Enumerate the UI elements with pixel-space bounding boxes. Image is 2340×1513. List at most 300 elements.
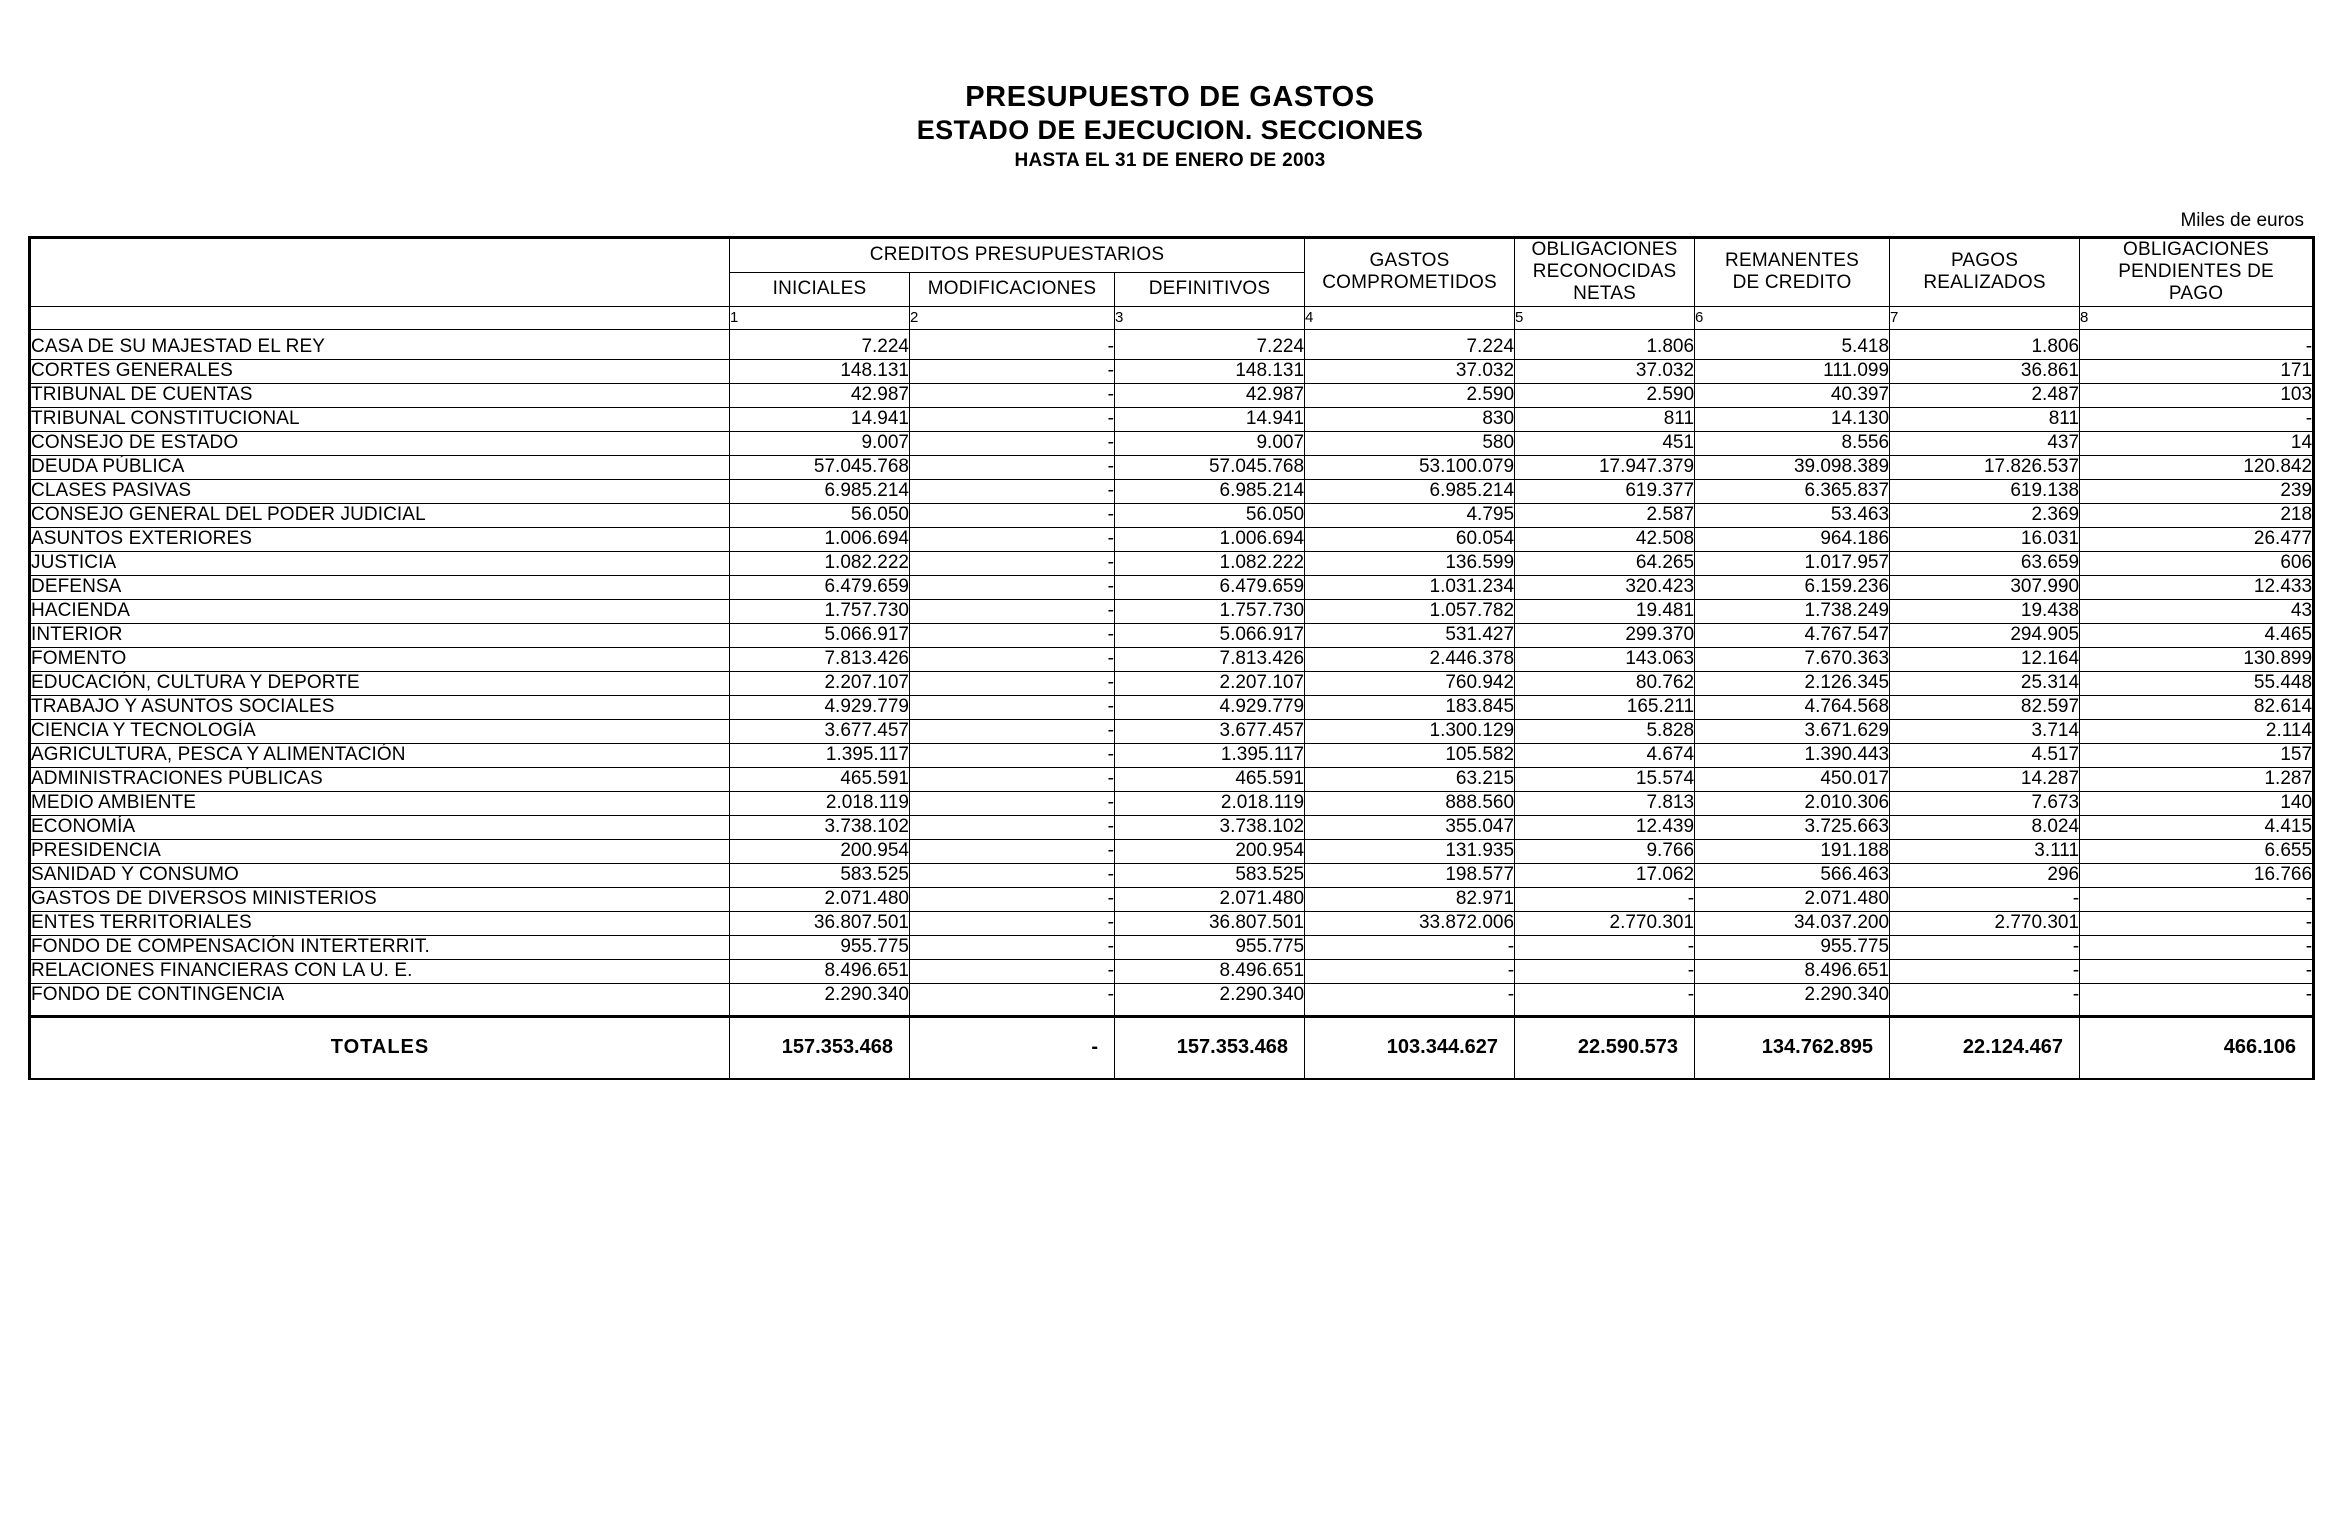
cell-iniciales: 9.007: [730, 431, 910, 455]
table-row: [30, 623, 2314, 647]
cell-iniciales: 200.954: [730, 839, 910, 863]
cell-pagos: 307.990: [1890, 575, 2080, 599]
cell-remanentes: 2.071.480: [1695, 887, 1890, 911]
row-label: TRABAJO Y ASUNTOS SOCIALES: [30, 695, 730, 719]
header-pagos-realizados: [1890, 237, 2080, 306]
totals-iniciales: 157.353.468: [730, 1016, 910, 1079]
header-line: PAGOS: [1950, 249, 2019, 271]
cell-pendientes: 120.842: [2080, 455, 2314, 479]
cell-pendientes: 103: [2080, 383, 2314, 407]
cell-obligaciones: 451: [1515, 431, 1695, 455]
cell-comprometidos: 760.942: [1305, 671, 1515, 695]
cell-definitivos: 57.045.768: [1115, 455, 1305, 479]
row-label: CORTES GENERALES: [30, 359, 730, 383]
colnum-blank: [30, 306, 730, 329]
header-line: NETAS: [1573, 283, 1636, 305]
row-label: RELACIONES FINANCIERAS CON LA U. E.: [30, 959, 730, 983]
cell-modificaciones: -: [910, 743, 1115, 767]
cell-obligaciones: 64.265: [1515, 551, 1695, 575]
cell-pendientes: -: [2080, 959, 2314, 983]
cell-pendientes: 1.287: [2080, 767, 2314, 791]
cell-modificaciones: -: [910, 599, 1115, 623]
cell-remanentes: 4.767.547: [1695, 623, 1890, 647]
table-row: [30, 911, 2314, 935]
header-line: REALIZADOS: [1923, 272, 2046, 294]
colnum-5: 5: [1515, 306, 1695, 329]
cell-comprometidos: 1.300.129: [1305, 719, 1515, 743]
cell-modificaciones: -: [910, 911, 1115, 935]
totals-pagos: 22.124.467: [1890, 1016, 2080, 1079]
table-row: [30, 695, 2314, 719]
cell-modificaciones: -: [910, 503, 1115, 527]
header-line: RECONOCIDAS: [1532, 261, 1677, 283]
page-title: PRESUPUESTO DE GASTOS: [965, 81, 1375, 113]
cell-obligaciones: 15.574: [1515, 767, 1695, 791]
cell-definitivos: 2.207.107: [1115, 671, 1305, 695]
cell-pendientes: 606: [2080, 551, 2314, 575]
cell-pagos: -: [1890, 983, 2080, 1016]
cell-definitivos: 6.479.659: [1115, 575, 1305, 599]
cell-remanentes: 7.670.363: [1695, 647, 1890, 671]
cell-modificaciones: -: [910, 329, 1115, 359]
cell-pendientes: 55.448: [2080, 671, 2314, 695]
totals-row: [30, 1016, 2314, 1079]
cell-pendientes: -: [2080, 887, 2314, 911]
document-header: [28, 0, 2312, 176]
cell-pagos: -: [1890, 959, 2080, 983]
cell-pendientes: -: [2080, 935, 2314, 959]
cell-pagos: 437: [1890, 431, 2080, 455]
cell-obligaciones: 619.377: [1515, 479, 1695, 503]
table-row: [30, 959, 2314, 983]
row-label: CONSEJO DE ESTADO: [30, 431, 730, 455]
row-label: SANIDAD Y CONSUMO: [30, 863, 730, 887]
cell-comprometidos: 60.054: [1305, 527, 1515, 551]
table-row: [30, 863, 2314, 887]
cell-iniciales: 42.987: [730, 383, 910, 407]
cell-comprometidos: 888.560: [1305, 791, 1515, 815]
totals-comprometidos: 103.344.627: [1305, 1016, 1515, 1079]
cell-obligaciones: 19.481: [1515, 599, 1695, 623]
cell-definitivos: 148.131: [1115, 359, 1305, 383]
row-label: DEUDA PÚBLICA: [30, 455, 730, 479]
cell-pagos: 7.673: [1890, 791, 2080, 815]
cell-pagos: 36.861: [1890, 359, 2080, 383]
header-remanentes-de-credito: [1695, 237, 1890, 306]
header-iniciales: INICIALES: [730, 272, 910, 306]
row-label: PRESIDENCIA: [30, 839, 730, 863]
cell-modificaciones: -: [910, 359, 1115, 383]
header-line: OBLIGACIONES: [2123, 238, 2270, 260]
header-group-creditos: CREDITOS PRESUPUESTARIOS: [730, 237, 1305, 272]
cell-pagos: 2.487: [1890, 383, 2080, 407]
cell-iniciales: 7.813.426: [730, 647, 910, 671]
header-line: GASTOS: [1369, 249, 1450, 271]
cell-pendientes: 239: [2080, 479, 2314, 503]
cell-pendientes: 218: [2080, 503, 2314, 527]
cell-pendientes: 14: [2080, 431, 2314, 455]
table-header-row-1: [30, 237, 2314, 272]
cell-definitivos: 2.290.340: [1115, 983, 1305, 1016]
cell-comprometidos: 82.971: [1305, 887, 1515, 911]
header-obligaciones-pendientes-de-pago: [2080, 237, 2314, 306]
cell-comprometidos: 183.845: [1305, 695, 1515, 719]
cell-pagos: 16.031: [1890, 527, 2080, 551]
header-line: DE CREDITO: [1732, 272, 1852, 294]
cell-pendientes: 140: [2080, 791, 2314, 815]
cell-remanentes: 566.463: [1695, 863, 1890, 887]
cell-definitivos: 5.066.917: [1115, 623, 1305, 647]
cell-comprometidos: -: [1305, 959, 1515, 983]
cell-iniciales: 1.395.117: [730, 743, 910, 767]
table-row: [30, 527, 2314, 551]
cell-definitivos: 3.677.457: [1115, 719, 1305, 743]
cell-obligaciones: 17.947.379: [1515, 455, 1695, 479]
cell-modificaciones: -: [910, 839, 1115, 863]
row-label: JUSTICIA: [30, 551, 730, 575]
cell-pendientes: -: [2080, 329, 2314, 359]
cell-pendientes: -: [2080, 911, 2314, 935]
cell-comprometidos: 830: [1305, 407, 1515, 431]
cell-pendientes: 4.415: [2080, 815, 2314, 839]
cell-comprometidos: 198.577: [1305, 863, 1515, 887]
cell-modificaciones: -: [910, 791, 1115, 815]
column-number-row: [30, 306, 2314, 329]
cell-obligaciones: 12.439: [1515, 815, 1695, 839]
cell-definitivos: 200.954: [1115, 839, 1305, 863]
cell-comprometidos: 531.427: [1305, 623, 1515, 647]
cell-obligaciones: 2.587: [1515, 503, 1695, 527]
colnum-3: 3: [1115, 306, 1305, 329]
cell-comprometidos: -: [1305, 983, 1515, 1016]
cell-pendientes: 82.614: [2080, 695, 2314, 719]
cell-definitivos: 6.985.214: [1115, 479, 1305, 503]
totals-obligaciones: 22.590.573: [1515, 1016, 1695, 1079]
cell-definitivos: 8.496.651: [1115, 959, 1305, 983]
cell-remanentes: 4.764.568: [1695, 695, 1890, 719]
row-label: TRIBUNAL DE CUENTAS: [30, 383, 730, 407]
table-row: [30, 431, 2314, 455]
cell-obligaciones: 1.806: [1515, 329, 1695, 359]
cell-pagos: 8.024: [1890, 815, 2080, 839]
cell-remanentes: 14.130: [1695, 407, 1890, 431]
cell-remanentes: 6.159.236: [1695, 575, 1890, 599]
header-line: PENDIENTES DE: [2118, 261, 2274, 283]
colnum-4: 4: [1305, 306, 1515, 329]
cell-modificaciones: -: [910, 527, 1115, 551]
cell-remanentes: 3.725.663: [1695, 815, 1890, 839]
cell-comprometidos: 580: [1305, 431, 1515, 455]
cell-pagos: 82.597: [1890, 695, 2080, 719]
cell-pendientes: -: [2080, 983, 2314, 1016]
cell-remanentes: 6.365.837: [1695, 479, 1890, 503]
cell-pendientes: 2.114: [2080, 719, 2314, 743]
cell-remanentes: 8.496.651: [1695, 959, 1890, 983]
cell-obligaciones: 4.674: [1515, 743, 1695, 767]
cell-comprometidos: 37.032: [1305, 359, 1515, 383]
cell-iniciales: 56.050: [730, 503, 910, 527]
table-row: [30, 359, 2314, 383]
cell-obligaciones: 42.508: [1515, 527, 1695, 551]
table-row: [30, 743, 2314, 767]
row-label: AGRICULTURA, PESCA Y ALIMENTACIÓN: [30, 743, 730, 767]
cell-remanentes: 53.463: [1695, 503, 1890, 527]
table-row: [30, 839, 2314, 863]
cell-modificaciones: -: [910, 863, 1115, 887]
cell-obligaciones: 9.766: [1515, 839, 1695, 863]
colnum-1: 1: [730, 306, 910, 329]
cell-remanentes: 2.010.306: [1695, 791, 1890, 815]
cell-pendientes: 26.477: [2080, 527, 2314, 551]
cell-iniciales: 5.066.917: [730, 623, 910, 647]
cell-pagos: 14.287: [1890, 767, 2080, 791]
cell-definitivos: 2.018.119: [1115, 791, 1305, 815]
cell-pagos: 1.806: [1890, 329, 2080, 359]
table-row: [30, 983, 2314, 1016]
row-label: TRIBUNAL CONSTITUCIONAL: [30, 407, 730, 431]
totals-remanentes: 134.762.895: [1695, 1016, 1890, 1079]
row-label: FONDO DE COMPENSACIÓN INTERTERRIT.: [30, 935, 730, 959]
cell-obligaciones: 2.590: [1515, 383, 1695, 407]
totals-definitivos: 157.353.468: [1115, 1016, 1305, 1079]
header-definitivos: DEFINITIVOS: [1115, 272, 1305, 306]
cell-pagos: 12.164: [1890, 647, 2080, 671]
cell-iniciales: 1.082.222: [730, 551, 910, 575]
cell-remanentes: 8.556: [1695, 431, 1890, 455]
cell-iniciales: 7.224: [730, 329, 910, 359]
cell-remanentes: 955.775: [1695, 935, 1890, 959]
colnum-7: 7: [1890, 306, 2080, 329]
cell-pagos: 294.905: [1890, 623, 2080, 647]
cell-comprometidos: 131.935: [1305, 839, 1515, 863]
cell-remanentes: 3.671.629: [1695, 719, 1890, 743]
cell-pendientes: 171: [2080, 359, 2314, 383]
cell-pendientes: 130.899: [2080, 647, 2314, 671]
cell-remanentes: 5.418: [1695, 329, 1890, 359]
cell-definitivos: 1.082.222: [1115, 551, 1305, 575]
cell-pendientes: 6.655: [2080, 839, 2314, 863]
table-row: [30, 575, 2314, 599]
cell-definitivos: 583.525: [1115, 863, 1305, 887]
cell-pagos: 811: [1890, 407, 2080, 431]
cell-iniciales: 3.677.457: [730, 719, 910, 743]
cell-modificaciones: -: [910, 431, 1115, 455]
cell-comprometidos: 1.057.782: [1305, 599, 1515, 623]
header-line: PAGO: [2168, 283, 2224, 305]
row-label: INTERIOR: [30, 623, 730, 647]
cell-remanentes: 39.098.389: [1695, 455, 1890, 479]
row-label: CONSEJO GENERAL DEL PODER JUDICIAL: [30, 503, 730, 527]
cell-iniciales: 2.290.340: [730, 983, 910, 1016]
cell-comprometidos: 33.872.006: [1305, 911, 1515, 935]
cell-pagos: 63.659: [1890, 551, 2080, 575]
cell-modificaciones: -: [910, 671, 1115, 695]
cell-iniciales: 465.591: [730, 767, 910, 791]
cell-modificaciones: -: [910, 815, 1115, 839]
cell-comprometidos: 2.446.378: [1305, 647, 1515, 671]
cell-iniciales: 8.496.651: [730, 959, 910, 983]
cell-iniciales: 1.757.730: [730, 599, 910, 623]
cell-pagos: 296: [1890, 863, 2080, 887]
colnum-6: 6: [1695, 306, 1890, 329]
cell-iniciales: 36.807.501: [730, 911, 910, 935]
table-row: [30, 383, 2314, 407]
cell-obligaciones: -: [1515, 983, 1695, 1016]
cell-iniciales: 1.006.694: [730, 527, 910, 551]
cell-remanentes: 964.186: [1695, 527, 1890, 551]
cell-iniciales: 3.738.102: [730, 815, 910, 839]
cell-definitivos: 2.071.480: [1115, 887, 1305, 911]
table-row: [30, 599, 2314, 623]
table-row: [30, 647, 2314, 671]
cell-comprometidos: 105.582: [1305, 743, 1515, 767]
header-line: OBLIGACIONES: [1531, 238, 1678, 260]
table-row: [30, 791, 2314, 815]
cell-pagos: 2.369: [1890, 503, 2080, 527]
cell-iniciales: 955.775: [730, 935, 910, 959]
cell-definitivos: 465.591: [1115, 767, 1305, 791]
cell-remanentes: 1.017.957: [1695, 551, 1890, 575]
row-label: CLASES PASIVAS: [30, 479, 730, 503]
cell-modificaciones: -: [910, 383, 1115, 407]
cell-definitivos: 36.807.501: [1115, 911, 1305, 935]
cell-modificaciones: -: [910, 551, 1115, 575]
row-label: CIENCIA Y TECNOLOGÍA: [30, 719, 730, 743]
row-label: MEDIO AMBIENTE: [30, 791, 730, 815]
row-label: CASA DE SU MAJESTAD EL REY: [30, 329, 730, 359]
cell-obligaciones: 299.370: [1515, 623, 1695, 647]
row-label: ECONOMÍA: [30, 815, 730, 839]
cell-remanentes: 2.290.340: [1695, 983, 1890, 1016]
cell-obligaciones: 2.770.301: [1515, 911, 1695, 935]
cell-pagos: 4.517: [1890, 743, 2080, 767]
cell-definitivos: 9.007: [1115, 431, 1305, 455]
cell-pagos: 25.314: [1890, 671, 2080, 695]
cell-pendientes: -: [2080, 407, 2314, 431]
header-blank-corner: [30, 237, 730, 306]
cell-remanentes: 40.397: [1695, 383, 1890, 407]
cell-pagos: 19.438: [1890, 599, 2080, 623]
cell-iniciales: 583.525: [730, 863, 910, 887]
cell-pagos: 619.138: [1890, 479, 2080, 503]
cell-obligaciones: -: [1515, 887, 1695, 911]
cell-pendientes: 157: [2080, 743, 2314, 767]
cell-pagos: 2.770.301: [1890, 911, 2080, 935]
cell-pendientes: 4.465: [2080, 623, 2314, 647]
cell-definitivos: 3.738.102: [1115, 815, 1305, 839]
cell-definitivos: 1.395.117: [1115, 743, 1305, 767]
header-obligaciones-reconocidas-netas: [1515, 237, 1695, 306]
cell-pagos: 3.111: [1890, 839, 2080, 863]
cell-comprometidos: 6.985.214: [1305, 479, 1515, 503]
table-row: [30, 329, 2314, 359]
cell-remanentes: 1.390.443: [1695, 743, 1890, 767]
cell-pendientes: 43: [2080, 599, 2314, 623]
cell-obligaciones: 7.813: [1515, 791, 1695, 815]
cell-remanentes: 111.099: [1695, 359, 1890, 383]
cell-obligaciones: 37.032: [1515, 359, 1695, 383]
cell-iniciales: 148.131: [730, 359, 910, 383]
cell-modificaciones: -: [910, 407, 1115, 431]
table-row: [30, 815, 2314, 839]
units-note: Miles de euros: [2180, 209, 2304, 231]
cell-pendientes: 12.433: [2080, 575, 2314, 599]
totals-modificaciones: -: [910, 1016, 1115, 1079]
cell-obligaciones: 17.062: [1515, 863, 1695, 887]
cell-modificaciones: -: [910, 647, 1115, 671]
cell-obligaciones: -: [1515, 959, 1695, 983]
cell-obligaciones: 5.828: [1515, 719, 1695, 743]
row-label: FONDO DE CONTINGENCIA: [30, 983, 730, 1016]
colnum-8: 8: [2080, 306, 2314, 329]
cell-remanentes: 450.017: [1695, 767, 1890, 791]
cell-comprometidos: 355.047: [1305, 815, 1515, 839]
execution-table: [28, 236, 2315, 1080]
cell-iniciales: 6.479.659: [730, 575, 910, 599]
cell-obligaciones: 320.423: [1515, 575, 1695, 599]
cell-pagos: 17.826.537: [1890, 455, 2080, 479]
cell-comprometidos: 4.795: [1305, 503, 1515, 527]
row-label: DEFENSA: [30, 575, 730, 599]
row-label: EDUCACIÓN, CULTURA Y DEPORTE: [30, 671, 730, 695]
cell-obligaciones: 80.762: [1515, 671, 1695, 695]
cell-iniciales: 2.071.480: [730, 887, 910, 911]
cell-modificaciones: -: [910, 695, 1115, 719]
row-label: FOMENTO: [30, 647, 730, 671]
cell-obligaciones: -: [1515, 935, 1695, 959]
table-row: [30, 719, 2314, 743]
table-row: [30, 503, 2314, 527]
cell-remanentes: 1.738.249: [1695, 599, 1890, 623]
table-row: [30, 887, 2314, 911]
cell-modificaciones: -: [910, 575, 1115, 599]
cell-pagos: 3.714: [1890, 719, 2080, 743]
table-row: [30, 407, 2314, 431]
table-row: [30, 935, 2314, 959]
cell-pagos: -: [1890, 887, 2080, 911]
cell-remanentes: 34.037.200: [1695, 911, 1890, 935]
colnum-2: 2: [910, 306, 1115, 329]
cell-definitivos: 7.813.426: [1115, 647, 1305, 671]
row-label: GASTOS DE DIVERSOS MINISTERIOS: [30, 887, 730, 911]
cell-iniciales: 6.985.214: [730, 479, 910, 503]
header-modificaciones: MODIFICACIONES: [910, 272, 1115, 306]
cell-iniciales: 14.941: [730, 407, 910, 431]
cell-definitivos: 56.050: [1115, 503, 1305, 527]
cell-definitivos: 1.006.694: [1115, 527, 1305, 551]
table-row: [30, 455, 2314, 479]
cell-modificaciones: -: [910, 623, 1115, 647]
cell-comprometidos: 63.215: [1305, 767, 1515, 791]
table-body: [30, 329, 2314, 1016]
page-period: HASTA EL 31 DE ENERO DE 2003: [1014, 150, 1326, 172]
cell-comprometidos: 2.590: [1305, 383, 1515, 407]
cell-definitivos: 4.929.779: [1115, 695, 1305, 719]
cell-comprometidos: 136.599: [1305, 551, 1515, 575]
cell-modificaciones: -: [910, 479, 1115, 503]
cell-obligaciones: 811: [1515, 407, 1695, 431]
cell-modificaciones: -: [910, 887, 1115, 911]
cell-comprometidos: 53.100.079: [1305, 455, 1515, 479]
header-gastos-comprometidos: [1305, 237, 1515, 306]
row-label: ADMINISTRACIONES PÚBLICAS: [30, 767, 730, 791]
cell-iniciales: 4.929.779: [730, 695, 910, 719]
cell-definitivos: 1.757.730: [1115, 599, 1305, 623]
cell-definitivos: 7.224: [1115, 329, 1305, 359]
page-subtitle: ESTADO DE EJECUCION. SECCIONES: [916, 115, 1424, 146]
cell-modificaciones: -: [910, 935, 1115, 959]
header-line: COMPROMETIDOS: [1322, 272, 1497, 294]
